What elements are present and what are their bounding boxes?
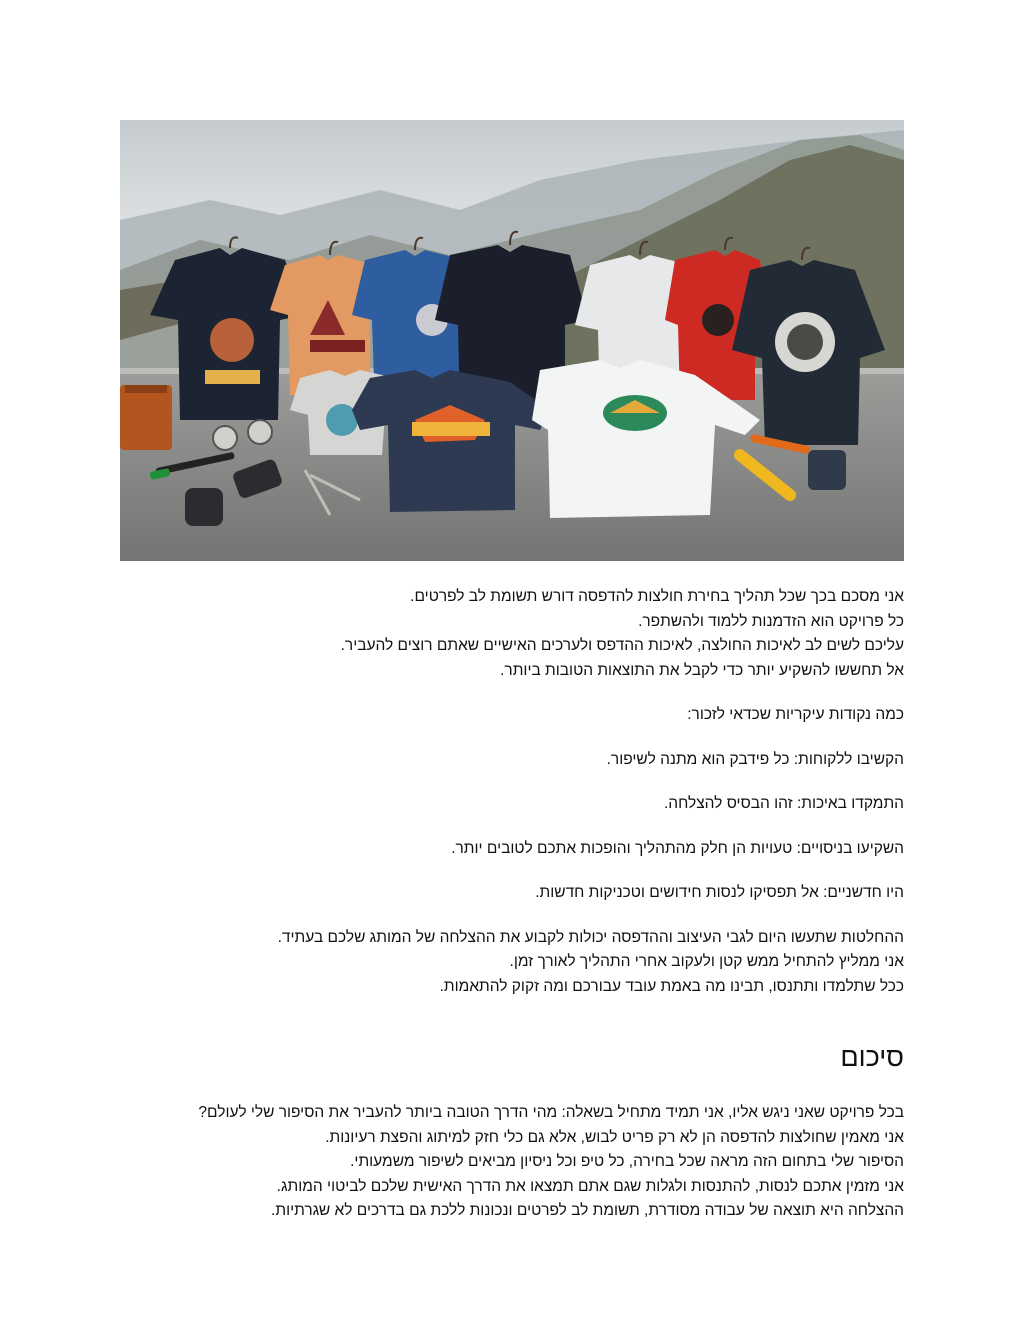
- intro-line: עליכם לשים לב לאיכות החולצה, לאיכות ההדפס ולערכים האישיים שאתם רוצים להעביר.: [340, 637, 904, 654]
- intro-line: אני מסכם בכך שכל תהליך בחירת חולצות להדפסה דורש תשומת לב לפרטים.: [410, 588, 904, 605]
- hero-image: [120, 120, 904, 561]
- summary-paragraph: [120, 1101, 904, 1224]
- summary-line: הסיפור שלי בתחום הזה מראה שכל בחירה, כל טיפ וכל ניסיון מביאים לשיפור משמעותי.: [350, 1153, 904, 1170]
- summary-line: אני מאמין שחולצות להדפסה הן לא רק פריט לבוש, אלא גם כלי חזק למיתוג והפצת רעיונות.: [325, 1128, 904, 1146]
- article-body: [120, 585, 904, 1224]
- tshirts-photo: [120, 120, 904, 561]
- key-point: התמקדו באיכות: זהו הבסיס להצלחה.: [663, 795, 904, 812]
- page: [120, 120, 904, 1224]
- intro-line: אל תחששו להשקיע יותר כדי לקבל את התוצאות הטובות ביותר.: [500, 661, 904, 679]
- key-points-intro: כמה נקודות עיקריות שכדאי לזכור:: [687, 706, 904, 723]
- decisions-paragraph: [120, 926, 904, 1000]
- summary-heading: סיכום: [840, 1042, 904, 1072]
- decisions-line: ההחלטות שתעשו היום לגבי העיצוב וההדפסה יכולות לקבוע את ההצלחה של המותג שלכם בעתיד.: [277, 928, 904, 946]
- summary-line: ההצלחה היא תוצאה של עבודה מסודרת, תשומת לב לפרטים ונכונות ללכת גם בדרכים לא שגרתיות.: [271, 1202, 904, 1219]
- intro-line: כל פרויקט הוא הזדמנות ללמוד ולהשתפר.: [638, 612, 904, 630]
- key-point: השקיעו בניסויים: טעויות הן חלק מהתהליך והופכות אתכם לטובים יותר.: [451, 839, 904, 857]
- decisions-line: אני ממליץ להתחיל ממש קטן ולעקוב אחרי התהליך לאורך זמן.: [509, 953, 904, 970]
- key-point: היו חדשניים: אל תפסיקו לנסות חידושים וטכניקות חדשות.: [535, 884, 904, 901]
- summary-line: בכל פרויקט שאני ניגש אליו, אני תמיד מתחיל בשאלה: מהי הדרך הטובה ביותר להעביר את הסיפור שלי לעולם?: [198, 1104, 904, 1121]
- decisions-line: ככל שתלמדו ותתנסו, תבינו מה באמת עובד עבורכם ומה זקוק להתאמות.: [439, 977, 904, 995]
- intro-paragraph: [120, 585, 904, 683]
- summary-line: אני מזמין אתכם לנסות, להתנסות ולגלות שגם אתם תמצאו את הדרך האישית שלכם לביטוי המותג.: [276, 1177, 904, 1195]
- key-point: הקשיבו ללקוחות: כל פידבק הוא מתנה לשיפור.: [606, 750, 904, 768]
